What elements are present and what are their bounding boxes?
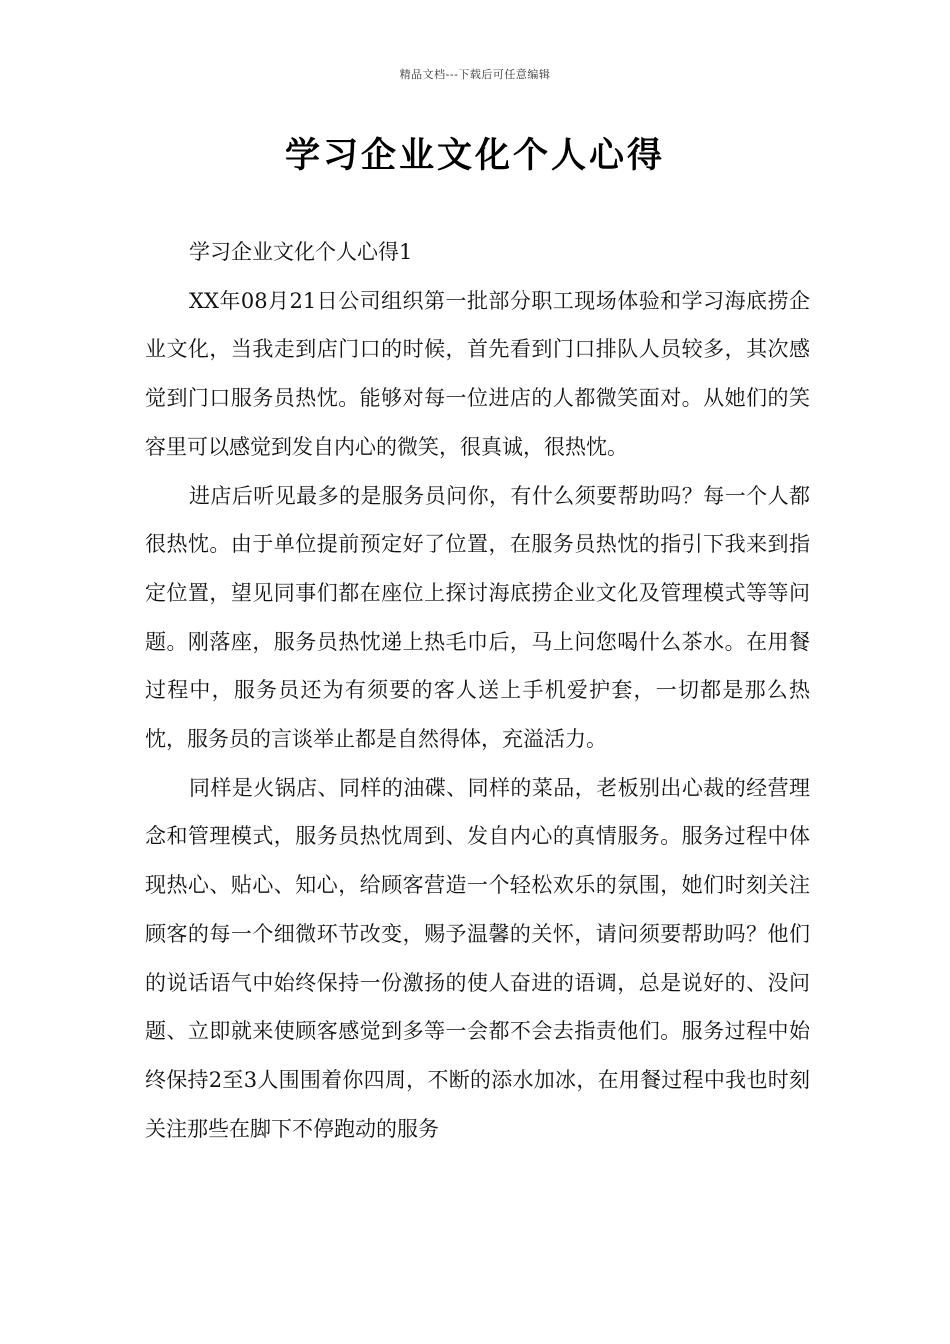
header-note: 精品文档---下载后可任意编辑 xyxy=(399,68,551,81)
paragraph: 进店后听见最多的是服务员问你，有什么须要帮助吗？每一个人都很热忱。由于单位提前预定好了位置，在服务员热忱的指引下我来到指定位置，望见同事们都在座位上探讨海底捞企业文化及管理模式等等问题。刚落座，服务员热忱递上热毛巾后，马上问您喝什么茶水。在用餐过程中，服务员还为有须要的客人送上手机爱护套，一切都是那么热忱，服务员的言谈举止都是自然得体，充溢活力。 xyxy=(145,483,810,752)
document-title: 学习企业文化个人心得 xyxy=(284,136,665,176)
paragraph: 同样是火锅店、同样的油碟、同样的菜品，老板别出心裁的经营理念和管理模式，服务员热忱周到、发自内心的真情服务。服务过程中体现热心、贴心、知心，给顾客营造一个轻松欢乐的氛围，她们时刻关注顾客的每一个细微环节改变，赐予温馨的关怀，请问须要帮助吗？他们的说话语气中始终保持一份激扬的使人奋进的语调，总是说好的、没问题、立即就来使顾客感觉到多等一会都不会去指责他们。服务过程中始终保持2至3人围围着你四周，不断的添水加冰，在用餐过程中我也时刻关注那些在脚下不停跑动的服务 xyxy=(145,775,810,1141)
document-body xyxy=(145,228,810,1153)
section-heading: 学习企业文化个人心得1 xyxy=(189,240,413,264)
paragraph: XX年08月21日公司组织第一批部分职工现场体验和学习海底捞企业文化，当我走到店门口的时候，首先看到门口排队人员较多，其次感觉到门口服务员热忱。能够对每一位进店的人都微笑面对。从她们的笑容里可以感觉到发自内心的微笑，很真诚，很热忱。 xyxy=(145,288,810,459)
